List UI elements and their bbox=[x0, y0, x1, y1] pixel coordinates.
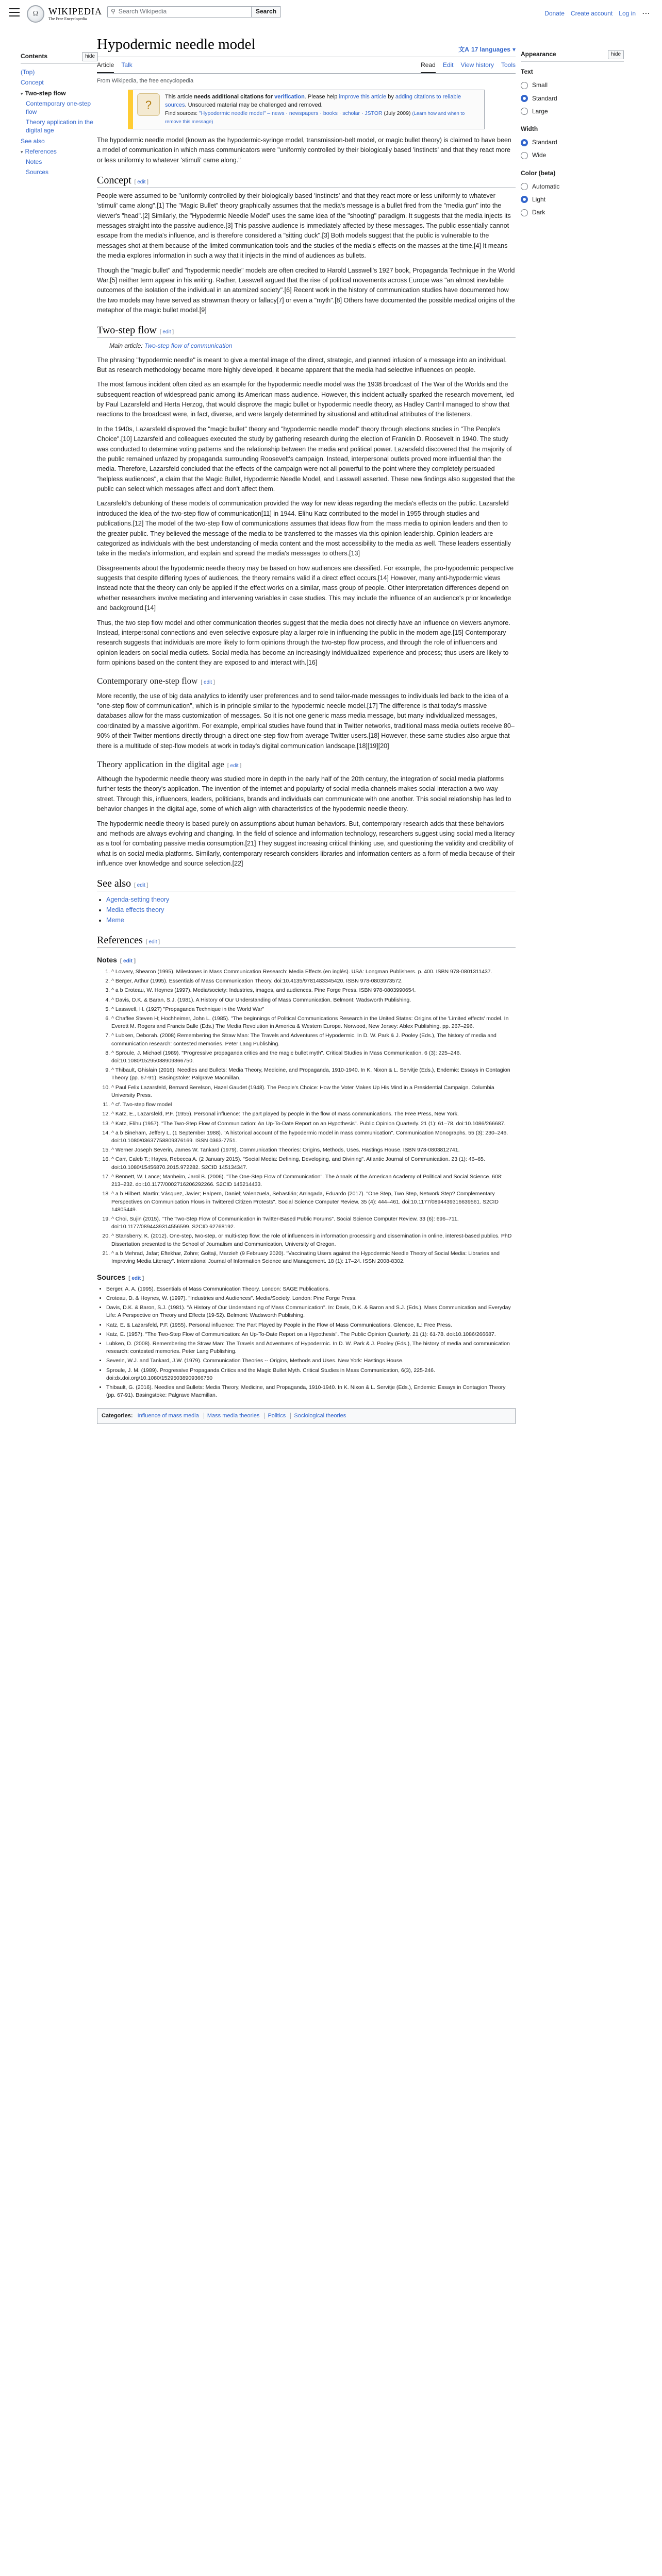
see-also-link[interactable]: Meme bbox=[106, 917, 124, 924]
globe-icon: Ω bbox=[27, 5, 44, 23]
toc-item[interactable] bbox=[21, 157, 98, 167]
reference-note: 15. ^ Werner Joseph Severin, James W. Tankard (1979). Communication Theories: Origins, Methods, Uses. Hastings House. ISBN 978-0803812741. bbox=[111, 1146, 516, 1154]
appearance-radio[interactable] bbox=[521, 193, 624, 206]
appearance-group-label: Width bbox=[521, 125, 538, 132]
toc-item-label: See also bbox=[21, 137, 45, 145]
toc-item-label: Two-step flow bbox=[25, 89, 66, 97]
one-step-paragraph: More recently, the use of big data analytics to identify user preferences and to send tailor-made messages to individuals led back to the idea of a "one-step flow of communication", which is in principle similar to the hypodermic needle model.[17] The difference is that today's massive databases allow for the mass customization of messages. So it is not one generic mass media message, but many individualized messages, coordinated by a massive algorithm. For example, empirical studies have found that in Twitter networks, traditional mass media outlets receive 80–90% of their Twitter mentions directly through a direct one-step flow from average Twitter users.[18] However, these same studies also argue that there is a multitude of step-flow models at work in today's digital communication landscape.[18][19][20] bbox=[97, 692, 515, 750]
radio-label: Dark bbox=[532, 209, 545, 216]
learn-remove-link[interactable]: (Learn how and when to remove this message) bbox=[165, 111, 465, 125]
category-link[interactable]: Politics bbox=[264, 1413, 289, 1419]
two-step-paragraph-1: The phrasing "hypodermic needle" is meant to give a mental image of the direct, strategic, and planned infusion of a message into an individual. But as research methodology became more highly developed, it became apparent that the media had selective influences on people. bbox=[97, 356, 507, 374]
title-row bbox=[97, 35, 516, 57]
reference-note: 17. ^ Bennett, W. Lance; Manheim, Jarol B. (2006). "The One-Step Flow of Communication". The Annals of the American Academy of Political and Social Science. 608: 213–232. doi:10.1177/0002716206292266. S2CID 145214433. bbox=[111, 1173, 516, 1189]
radio-label: Large bbox=[532, 107, 548, 115]
main-content bbox=[97, 29, 516, 1424]
reference-note: 12. ^ Katz, E., Lazarsfeld, P.F. (1955). Personal influence: The part played by people in the flow of mass communications. The Free Press, New York. bbox=[111, 1110, 516, 1118]
two-step-paragraph-4: Lazarsfeld's debunking of these models of communication provided the way for new ideas regarding the media's effects on the public. Lazarsfeld introduced the idea of the two-step flow of communication[11] in 1944. Elihu Katz contributed to the model in 1955 through studies and publications.[12] The model of the two-step flow of communications assumes that ideas flow from the mass media to opinion leaders and then to the greater public. They believed the message of the media to be transferred to the masses via this opinion leadership. Opinion leaders are categorized as individuals with the best understanding of media content and the most accessibility to the media as well. These leaders essentially take in the media's information, and explain and spread the media's messages to others.[13] bbox=[97, 500, 511, 557]
toc-item[interactable] bbox=[21, 67, 98, 77]
see-also-list bbox=[97, 894, 516, 925]
site-header bbox=[0, 0, 662, 29]
main-article-link[interactable]: Two-step flow of communication bbox=[144, 342, 233, 350]
search-icon: ⚲ bbox=[111, 8, 115, 15]
edit-section-link[interactable]: edit bbox=[123, 958, 133, 964]
search-button[interactable]: Search bbox=[252, 6, 281, 18]
category-link[interactable]: Sociological theories bbox=[290, 1413, 349, 1419]
concept-paragraph-1: People were assumed to be "uniformly controlled by their biologically based 'instincts' and that they react more or less uniformly to whatever 'stimuli' came along".[1] The "Magic Bullet" theory graphically assumes that the media's message is a bullet fired from the "media gun" into the viewer's "head".[2] Similarly, the "Hypodermic Needle Model" uses the same idea of the "shooting" paradigm. It suggests that the media injects its messages straight into the passive audience.[3] This passive audience is immediately affected by these messages. The public essentially cannot escape from the media's influence, and is therefore considered a "sitting duck".[3] Both models suggest that the public is vulnerable to the messages shot at them because of the limited communication tools and the studies of the media's effects on the masses at the time.[4] It means the media explores information in such a way that it injects in the mind of audiences as bullets. bbox=[97, 192, 511, 260]
toc-hide-button[interactable]: hide bbox=[82, 52, 98, 61]
toc-item[interactable] bbox=[21, 98, 98, 117]
toc-item-label: References bbox=[25, 147, 57, 155]
adding-citations-link[interactable]: adding citations to reliable sources bbox=[165, 94, 461, 109]
toc-header bbox=[21, 52, 98, 64]
source-item: • Croteau, D. & Hoynes, W. (1997). "Industries and Audiences". Media/Society. London: Pine Forge Press. bbox=[106, 1295, 516, 1302]
radio-label: Wide bbox=[532, 151, 547, 159]
tab-read[interactable]: Read bbox=[421, 58, 436, 73]
category-link[interactable]: Influence of mass media bbox=[137, 1412, 199, 1419]
notes-heading: Notes [ edit ] bbox=[97, 956, 136, 964]
login-link[interactable]: Log in bbox=[619, 10, 636, 18]
reference-note: 9. ^ Thibault, Ghislain (2016). Needles and Bullets: Media Theory, Medicine, and Propaganda, 1910-1940. In K. Nixon & L. Servitje (Eds.), Endemic: Essays in Contagion Theory (pp. 67-91). Basingstoke: Palgrave Macmillan. bbox=[111, 1066, 516, 1082]
radio-button-icon[interactable] bbox=[521, 196, 528, 203]
toc-item-label: (Top) bbox=[21, 69, 35, 76]
hatnote: Main article: Two-step flow of communication bbox=[109, 342, 233, 350]
reference-note: 18. ^ a b Hilbert, Martin; Vásquez, Javier; Halpern, Daniel; Valenzuela, Sebastián; Arriagada, Eduardo (2017). "One Step, Two Step, Network Step? Complementary Perspectives on Communication Flows in Twittered Citizen Protests". Social Science Computer Review. 35 (4): 444–461. doi:10.1177/0894439316639561. S2CID 14805449. bbox=[111, 1190, 516, 1214]
toc-title: Contents bbox=[21, 53, 47, 60]
find-sources-links[interactable]: – news · newspapers · books · scholar · JSTOR bbox=[266, 110, 383, 117]
sources-heading: Sources [ edit ] bbox=[97, 1273, 144, 1282]
improve-article-link[interactable]: improve this article bbox=[339, 94, 387, 100]
appearance-radio[interactable] bbox=[521, 105, 624, 118]
reference-note: 6. ^ Chaffee Steven H; Hochheimer, John L. (1985). "The beginnings of Political Communications Research in the United States: Origins of the 'Limited effects' model. In Everett M. Rogers and Francis Balle (Eds.) The Media Revolution in America & Western Europe. Norwood, New Jersey: Ablex Publishing. pp. 267–296. bbox=[111, 1015, 516, 1030]
radio-label: Standard bbox=[532, 94, 557, 102]
appearance-radio[interactable] bbox=[521, 92, 624, 105]
page-tabs bbox=[97, 58, 516, 74]
create-account-link[interactable]: Create account bbox=[570, 10, 613, 18]
edit-section-link[interactable]: edit bbox=[148, 939, 157, 945]
wikipedia-logo[interactable] bbox=[27, 5, 102, 23]
citation-notice bbox=[128, 90, 485, 129]
tab-talk[interactable]: Talk bbox=[121, 61, 133, 69]
logo-wordmark: WIKIPEDIA bbox=[48, 6, 102, 16]
donate-link[interactable]: Donate bbox=[544, 10, 565, 18]
chevron-down-icon: ▾ bbox=[512, 45, 516, 53]
source-item: • Lubken, D. (2008). Remembering the Straw Man: The Travels and Adventures of Hypodermic. In D. W. Park & J. Pooley (Eds.), The history of media and communication research: contested memories. Peter Lang Publishing. bbox=[106, 1340, 516, 1355]
section-heading-digital-age: Theory application in the digital age [ edit ] bbox=[97, 759, 242, 769]
sources-list bbox=[97, 1285, 516, 1400]
source-item: • Sproule, J. M. (1989). Progressive Propaganda Critics and the Magic Bullet Myth. Critical Studies in Mass Communication, 6(3), 225-246. doi:dx.doi.org/10.1080/15295038909366750 bbox=[106, 1367, 516, 1382]
reference-note: 19. ^ Choi, Sujin (2015). "The Two-Step Flow of Communication in Twitter-Based Public Forums". Social Science Computer Review. 33 (6): 696–711. doi:10.1177/0894439314556599. S2CID 62768192. bbox=[111, 1215, 516, 1231]
appearance-radio[interactable] bbox=[521, 79, 624, 92]
radio-button-icon[interactable] bbox=[521, 209, 528, 216]
two-step-paragraph-3: In the 1940s, Lazarsfeld disproved the "magic bullet" theory and "hypodermic needle model" theory through elections studies in "The People's Choice".[10] Lazarsfeld and colleagues executed the study by gathering research during the election of Franklin D. Roosevelt in 1940. The study was conducted to determine voting patterns and the relationship between the media and political power. Lazarsfeld discovered that the majority of the public remained unfazed by propaganda surrounding Roosevelt's campaign. Instead, interpersonal outlets proved more influential than the media. Therefore, Lazarsfeld concluded that the effects of the campaign were not all powerful to the point where they completely persuaded "helpless audiences", a claim that the Magic Bullet, Hypodermic Needle Model, and Lasswell asserted. These new findings also suggested that the public can select which messages affect and don't affect them. bbox=[97, 425, 515, 493]
two-step-paragraph-6: Thus, the two step flow model and other communication theories suggest that the media does not directly have an influence on viewers anymore. Instead, interpersonal connections and even selective exposure play a larger role in influencing the public in the modern age.[15] Contemporary research suggests that individuals are more likely to form opinions through the two-step flow process, and through the role of influencers and opinion leaders on social media outlets. Social media has become an increasingly individualized experience and process; thus users are likely to form opinions based on the content they are exposed to and interact with.[16] bbox=[97, 619, 510, 667]
tab-view-history[interactable]: View history bbox=[460, 61, 494, 69]
chevron-down-icon[interactable]: ▾ bbox=[21, 91, 23, 96]
edit-section-link[interactable]: edit bbox=[137, 179, 146, 185]
appearance-hide-button[interactable]: hide bbox=[608, 50, 624, 59]
find-sources: Find sources: "Hypodermic needle model" – news · newspapers · books · scholar · JSTOR (July 2009) (Learn how and when to remove this message) bbox=[165, 110, 465, 125]
tab-tools[interactable]: Tools bbox=[501, 61, 516, 69]
reference-note: 1. ^ Lowery, Shearon (1995). Milestones in Mass Communication Research: Media Effects (en inglés). USA: Longman Publishers. p. 400. ISBN 978-0801311437. bbox=[111, 968, 516, 976]
reference-note: 13. ^ Katz, Elihu (1957). "The Two-Step Flow of Communication: An Up-To-Date Report on an Hypothesis". Public Opinion Quarterly. 21 (1): 61–78. doi:10.1086/266687. bbox=[111, 1120, 516, 1128]
see-also-link[interactable]: Media effects theory bbox=[106, 906, 164, 914]
appearance-group-label: Color (beta) bbox=[521, 169, 556, 177]
reference-note: 2. ^ Berger, Arthur (1995). Essentials of Mass Communication Theory. doi:10.4135/9781483345420. ISBN 978-0803973572. bbox=[111, 977, 516, 985]
user-links bbox=[544, 7, 651, 21]
toc-item-label: Sources bbox=[26, 168, 49, 176]
language-count: 17 languages bbox=[471, 45, 510, 53]
search-placeholder: Search Wikipedia bbox=[118, 8, 167, 15]
appearance-radio[interactable] bbox=[521, 149, 624, 162]
appearance-group bbox=[521, 67, 624, 118]
appearance-radio[interactable] bbox=[521, 180, 624, 193]
section-heading-references: References [ edit ] bbox=[97, 934, 516, 948]
section-heading-see-also: See also [ edit ] bbox=[97, 877, 516, 891]
notes-list bbox=[97, 968, 516, 1265]
digital-paragraph-2: The hypodermic needle theory is based purely on assumptions about human behaviors. But, contemporary research adds that these behaviors and methods are always evolving and changing. In the field of science and information technology, researchers suggest using social media literacy as a tool for combating passive media consumption.[21] They suggest increasing critical thinking use, and questioning the validity and credibility of what is on social media platforms. Similarly, contemporary research considers libraries and information centers as a form of media because of their influence over knowledge and source selection.[22] bbox=[97, 820, 515, 868]
see-also-link[interactable]: Agenda-setting theory bbox=[106, 896, 170, 904]
reference-note: 14. ^ a b Bineham, Jeffery L. (1 September 1988). "A historical account of the hypodermic model in mass communication". Communication Monographs. 55 (3): 230–246. doi:10.1080/03637758809376169. ISSN 0363-7751. bbox=[111, 1129, 516, 1145]
appearance-radio[interactable] bbox=[521, 136, 624, 149]
category-links bbox=[97, 1408, 516, 1425]
two-step-paragraph-2: The most famous incident often cited as an example for the hypodermic needle model was the 1938 broadcast of The War of the Worlds and the subsequent reaction of widespread panic among its American mass audience. However, this incident actually sparked the research movement, led by Paul Lazarsfeld and Herta Herzog, that would disprove the magic bullet or hypodermic needle theory, as Hadley Cantril managed to show that reactions to the broadcast were, in fact, diverse, and were largely determined by situational and attitudinal attributes of the listeners. bbox=[97, 381, 514, 418]
reference-note: 5. ^ Lasswell, H. (1927) "Propaganda Technique in the World War" bbox=[111, 1006, 516, 1013]
main-menu-icon[interactable] bbox=[9, 8, 20, 16]
two-step-paragraph-5: Disagreements about the hypodermic needle theory may be based on how audiences are classified. For example, the pro-hypodermic perspective suggests that despite differing types of audiences, the theory remains valid if a direct effect occurs.[14] However, many anti-hypodermic views instead note that the theory can only be applied if the effect works on a similar, mass group of people. Other interpretation differences depend on whether researchers involve mediating and intervening variables in case studies. This may include the influence of an audience's prior knowledge and background.[14] bbox=[97, 564, 514, 612]
from-wikipedia: From Wikipedia, the free encyclopedia bbox=[97, 77, 194, 84]
tab-edit[interactable]: Edit bbox=[442, 61, 454, 69]
radio-button-icon[interactable] bbox=[521, 95, 528, 102]
tab-article[interactable]: Article bbox=[97, 58, 114, 73]
categories-label: Categories: bbox=[102, 1412, 133, 1419]
radio-button-icon[interactable] bbox=[521, 152, 528, 159]
toc-item[interactable] bbox=[21, 88, 98, 98]
section-heading-one-step-flow: Contemporary one-step flow [ edit ] bbox=[97, 676, 215, 686]
more-options-icon[interactable]: ⋯ bbox=[642, 9, 651, 18]
reference-note: 3. ^ a b Croteau, W. Hoynes (1997). Media/society: Industries, images, and audiences. Pine Forge Press. ISBN 978-0803990654. bbox=[111, 987, 516, 994]
digital-paragraph-1: Although the hypodermic needle theory was studied more in depth in the early half of the 20th century, the integration of social media platforms further tests the theory's application. The invention of the internet and popularity of social media channels makes social interaction a two-way street. Through this, influencers, leaders, politicians, brands and individuals can communicate with one another. This social relationship has led to behavior changes in the digital age, some of which align with characteristics of the hypodermic needle theory. bbox=[97, 775, 511, 813]
source-item: • Severin, W.J. and Tankard, J.W. (1979). Communication Theories -- Origins, Methods and Uses. New York: Hastings House. bbox=[106, 1357, 516, 1365]
language-icon: 文A bbox=[458, 45, 469, 53]
toc-item[interactable] bbox=[21, 77, 98, 88]
edit-section-link[interactable]: edit bbox=[204, 680, 212, 686]
source-item: • Katz, E. (1957). "The Two-Step Flow of Communication: An Up-To-Date Report on a Hypothesis". The Public Opinion Quarterly. 21 (1): 61-78. doi:10.1086/266687. bbox=[106, 1331, 516, 1338]
reference-note: 7. ^ Lubken, Deborah. (2008) Remembering the Straw Man: The Travels and Adventures of Hypodermic. In D. W. Park & J. Pooley (Eds.), The history of media and communication research: contested memories. Peter Lang Publishing. bbox=[111, 1032, 516, 1047]
radio-label: Standard bbox=[532, 139, 557, 146]
edit-section-link[interactable]: edit bbox=[162, 329, 171, 335]
source-item: • Davis, D.K. & Baron, S.J. (1981). "A History of Our Understanding of Mass Communication". In: Davis, D.K. & Baron and S.J. (Eds.). Mass Communication and Everyday Life: A Perspective on Theory and Effects (19-52). Belmont: Wadsworth Publishing. bbox=[106, 1304, 516, 1319]
appearance-group-label: Text bbox=[521, 68, 533, 76]
toc-item-label: Concept bbox=[21, 79, 44, 87]
appearance-radio[interactable] bbox=[521, 206, 624, 219]
reference-note: 4. ^ Davis, D.K. & Baran, S.J. (1981). A History of Our Understanding of Mass Communication. Belmont: Wadsworth Publishing. bbox=[111, 996, 516, 1004]
reference-note: 20. ^ Stansberry, K. (2012). One-step, two-step, or multi-step flow: the role of influencers in information processing and dissemination in online, interest-based publics. PhD Dissertation presented to the School of Journalism and Communication, University of Oregon. bbox=[111, 1232, 516, 1248]
concept-paragraph-2: Though the "magic bullet" and "hypodermic needle" models are often credited to Harold Lasswell's 1927 book, Propaganda Technique in the World War,[5] neither term appear in his writing. Rather, Lasswell argued that the rise of political movements across Europe was "an almost inevitable outcomes of the isolation of the individual in an atomized society".[6] Recent work in the history of communication studies have documented how the two models may have served as strawman theory or fallacy[7] or even a "myth".[8] Others have documented the possible medical origins of the metaphor of the magic bullet model.[9] bbox=[97, 266, 515, 314]
search-form bbox=[107, 6, 281, 18]
chevron-down-icon[interactable]: ▾ bbox=[21, 149, 23, 155]
toc-item[interactable] bbox=[21, 117, 98, 135]
logo-tagline: The Free Encyclopedia bbox=[48, 16, 87, 21]
question-book-icon: ? bbox=[137, 93, 160, 116]
edit-section-link[interactable]: edit bbox=[131, 1276, 141, 1282]
appearance-group bbox=[521, 124, 624, 162]
toc-item-label: Notes bbox=[26, 158, 42, 165]
notice-text: This article needs additional citations for verification. Please help improve this article by adding citations to reliable sources. Unsourced material may be challenged and removed. bbox=[165, 94, 461, 109]
source-item: • Katz, E. & Lazarsfeld, P.F. (1955). Personal influence: The Part Played by People in the Flow of Mass Communications. Glencoe, IL: Free Press. bbox=[106, 1321, 516, 1329]
edit-section-link[interactable]: edit bbox=[137, 883, 145, 889]
language-button[interactable] bbox=[458, 45, 516, 55]
toc-item-label: Contemporary one-step flow bbox=[26, 99, 91, 115]
toc-item[interactable] bbox=[21, 136, 98, 146]
toc-item[interactable] bbox=[21, 167, 98, 177]
reference-note: 11. ^ cf. Two-step flow model bbox=[111, 1101, 516, 1109]
find-sources-query-link[interactable]: "Hypodermic needle model" bbox=[198, 110, 266, 117]
toc-item-label: Theory application in the digital age bbox=[26, 118, 93, 134]
appearance-title: Appearance bbox=[521, 50, 556, 58]
verification-link[interactable]: verification bbox=[274, 94, 305, 100]
reference-note: 10. ^ Paul Felix Lazarsfeld, Bernard Berelson, Hazel Gaudet (1948). The People's Choice: How the Voter Makes Up His Mind in a Presidential Campaign. Columbia University Press. bbox=[111, 1084, 516, 1099]
page-title: Hypodermic needle model bbox=[97, 36, 256, 53]
radio-label: Light bbox=[532, 195, 546, 203]
section-heading-two-step-flow: Two-step flow [ edit ] bbox=[97, 324, 516, 338]
reference-note: 8. ^ Sproule, J. Michael (1989). "Progressive propaganda critics and the magic bullet myth". Critical Studies in Mass Communication. 6 (3): 225–246. doi:10.1080/15295038909366750. bbox=[111, 1049, 516, 1065]
appearance-header bbox=[521, 49, 624, 62]
radio-button-icon[interactable] bbox=[521, 82, 528, 89]
source-item: • Thibault, G. (2016). Needles and Bullets: Media Theory, Medicine, and Propaganda, 1910-1940. In K. Nixon & L. Servitje (Eds.), Endemic: Essays in Contagion Theory (pp. 67-91). Basingstoke: Palgrave Macmillan. bbox=[106, 1384, 516, 1399]
toc-item[interactable] bbox=[21, 146, 98, 157]
radio-button-icon[interactable] bbox=[521, 139, 528, 146]
category-link[interactable]: Mass media theories bbox=[204, 1413, 263, 1419]
section-heading-concept: Concept [ edit ] bbox=[97, 174, 516, 188]
search-input[interactable] bbox=[107, 6, 252, 18]
intro-paragraph: The hypodermic needle model (known as the hypodermic-syringe model, transmission-belt model, or magic bullet theory) is claimed to have been a model of communication in which mass communicators were "uniformly controlled by their biologically based 'instincts' and that they react more or less uniformly to whatever 'stimuli' came along." bbox=[97, 136, 511, 164]
radio-label: Automatic bbox=[532, 182, 560, 190]
appearance-panel bbox=[521, 49, 624, 225]
edit-section-link[interactable]: edit bbox=[230, 762, 239, 769]
reference-note: 16. ^ Carr, Caleb T.; Hayes, Rebecca A. (2 January 2015). "Social Media: Defining, Developing, and Divining". Atlantic Journal of Communication. 23 (1): 46–65. doi:10.1080/15456870.2015.972282. S2CID 145134347. bbox=[111, 1156, 516, 1171]
radio-button-icon[interactable] bbox=[521, 183, 528, 190]
radio-label: Small bbox=[532, 81, 548, 89]
radio-button-icon[interactable] bbox=[521, 108, 528, 115]
source-item: • Berger, A. A. (1995). Essentials of Mass Communication Theory. London: SAGE Publications. bbox=[106, 1285, 516, 1293]
appearance-group bbox=[521, 168, 624, 219]
reference-note: 21. ^ a b Mehrad, Jafar; Eftekhar, Zohre; Goltaji, Marzieh (9 February 2020). "Vaccinating Users against the Hypodermic Needle Theory of Social Media: Libraries and Improving Media Literacy". International Journal of Information Science and Management. 18 (1): 17–24. ISSN 2008-8302. bbox=[111, 1250, 516, 1265]
table-of-contents bbox=[21, 52, 98, 177]
